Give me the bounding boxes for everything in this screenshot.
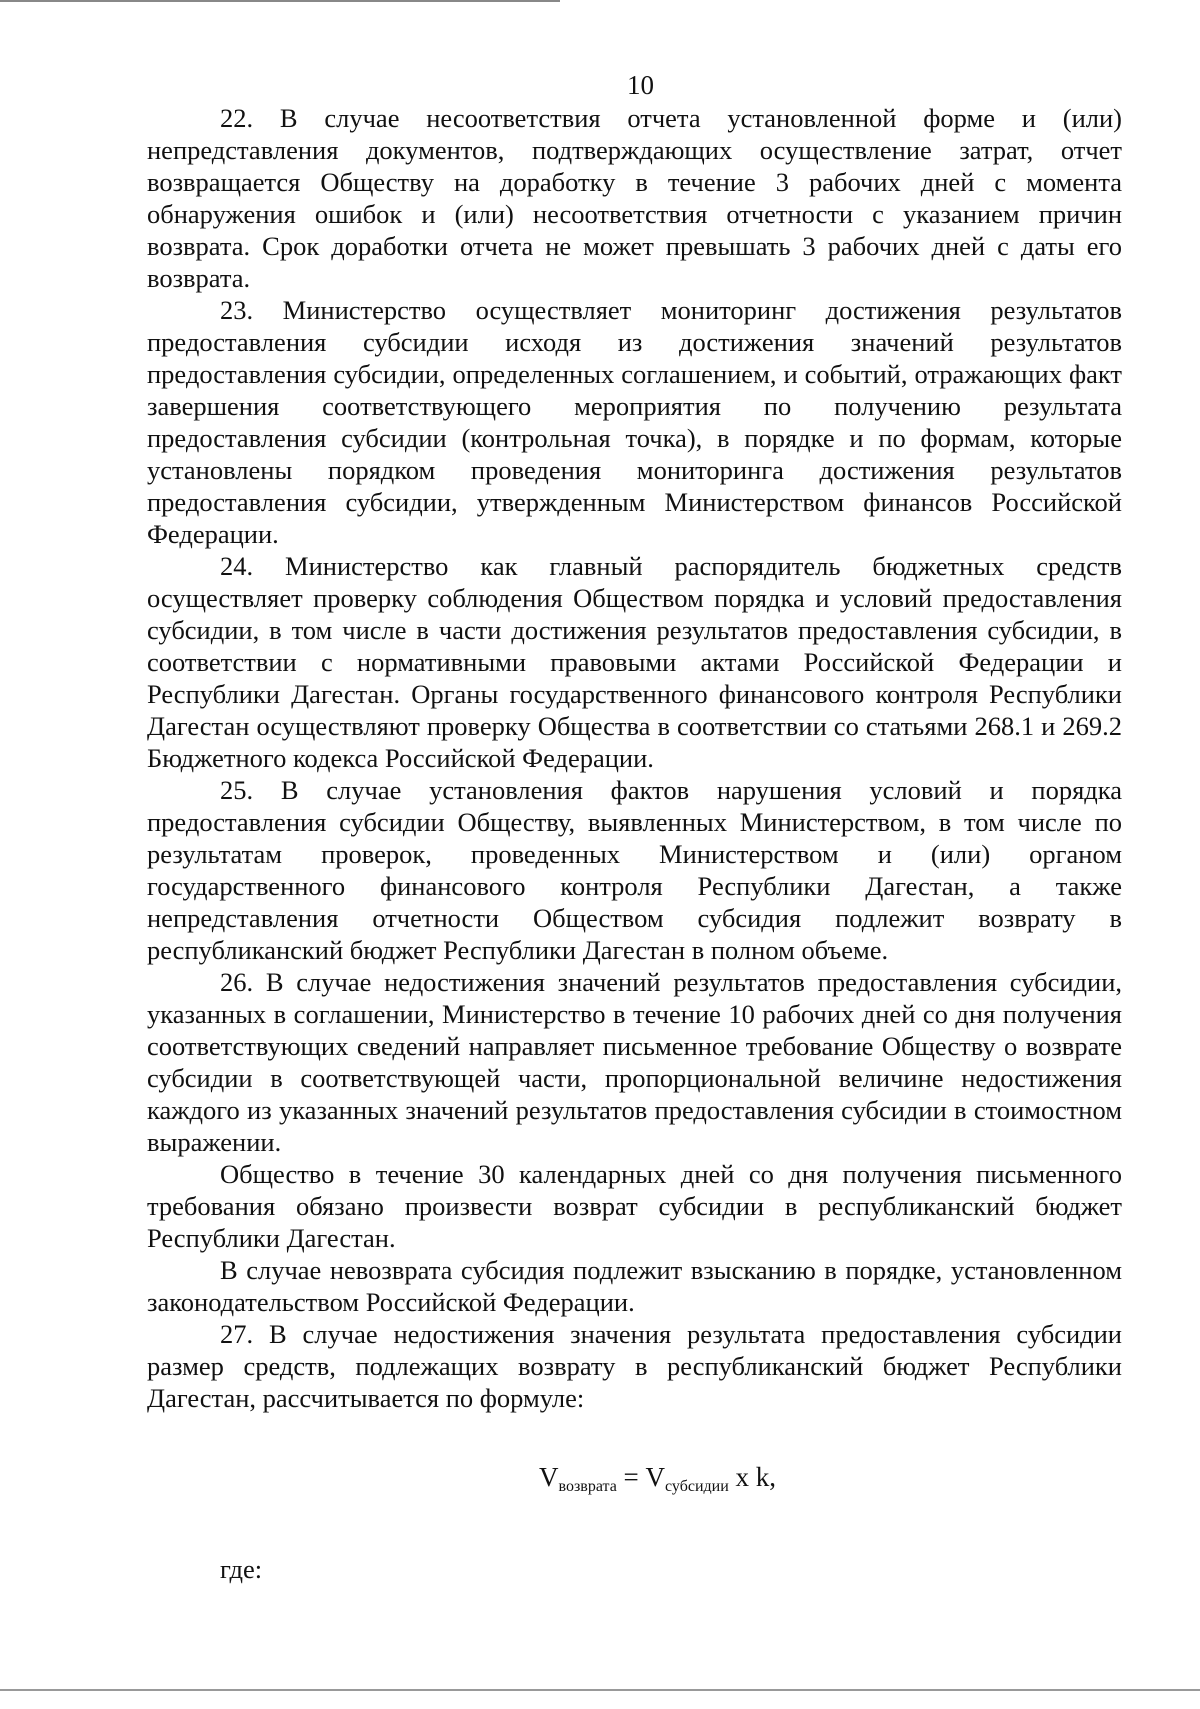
return-formula bbox=[539, 1460, 1122, 1504]
formula-lhs-symbol: V bbox=[539, 1462, 559, 1492]
formula-rhs-symbol: V bbox=[645, 1462, 666, 1492]
where-label: где: bbox=[220, 1554, 263, 1584]
paragraph-26: 26. В случае недостижения значений результатов предоставления субсидии, указанных в соглашении, Министерство в течение 10 рабочих дней со дня получения соответствующих сведений направляет письменное требование Обществу о возврате субсидии в соответствующей части, пропорциональной величине недостижения каждого из указанных значений результатов предоставления субсидии в стоимостном выражении. bbox=[147, 967, 1122, 1157]
paragraph-26-return-term: Общество в течение 30 календарных дней со дня получения письменного требования обязано произвести возврат субсидии в республиканский бюджет Республики Дагестан. bbox=[147, 1159, 1122, 1253]
formula-lhs-subscript: возврата bbox=[558, 1478, 617, 1495]
paragraph-22: 22. В случае несоответствия отчета установленной форме и (или) непредставления документов, подтверждающих осуществление затрат, отчет возвращается Обществу на доработку в течение 3 рабочих дней с момента обнаружения ошибок и (или) несоответствия отчетности с указанием причин возврата. Срок доработки отчета не может превышать 3 рабочих дней с даты его возврата. bbox=[147, 103, 1122, 293]
formula-equals: = bbox=[616, 1462, 646, 1492]
paragraph-25: 25. В случае установления фактов нарушения условий и порядка предоставления субсидии Обществу, выявленных Министерством, в том числе по результатам проверок, проведенных Министерством и (или) органом государственного финансового контроля Республики Дагестан, а также непредставления отчетности Обществом субсидия подлежит возврату в республиканский бюджет Республики Дагестан в полном объеме. bbox=[147, 775, 1122, 965]
formula-rhs-tail: x k, bbox=[728, 1462, 777, 1492]
formula-rhs-subscript: субсидии bbox=[665, 1478, 729, 1495]
paragraph-26-recovery: В случае невозврата субсидия подлежит взысканию в порядке, установленном законодательством Российской Федерации. bbox=[147, 1255, 1122, 1317]
page-number: 10 bbox=[627, 70, 654, 100]
paragraph-23: 23. Министерство осуществляет мониторинг достижения результатов предоставления субсидии исходя из достижения значений результатов предоставления субсидии, определенных соглашением, и событий, отражающих факт завершения соответствующего мероприятия по получению результата предоставления субсидии (контрольная точка), в порядке и по формам, которые установлены порядком проведения мониторинга достижения результатов предоставления субсидии, утвержденным Министерством финансов Российской Федерации. bbox=[147, 295, 1122, 549]
paragraph-27: 27. В случае недостижения значения результата предоставления субсидии размер средств, подлежащих возврату в республиканский бюджет Республики Дагестан, рассчитывается по формуле: bbox=[147, 1319, 1122, 1413]
paragraph-24: 24. Министерство как главный распорядитель бюджетных средств осуществляет проверку соблюдения Обществом порядка и условий предоставления субсидии, в том числе в части достижения результатов предоставления субсидии, в соответствии с нормативными правовыми актами Российской Федерации и Республики Дагестан. Органы государственного финансового контроля Республики Дагестан осуществляют проверку Общества в соответствии со статьями 268.1 и 269.2 Бюджетного кодекса Российской Федерации. bbox=[147, 551, 1122, 773]
